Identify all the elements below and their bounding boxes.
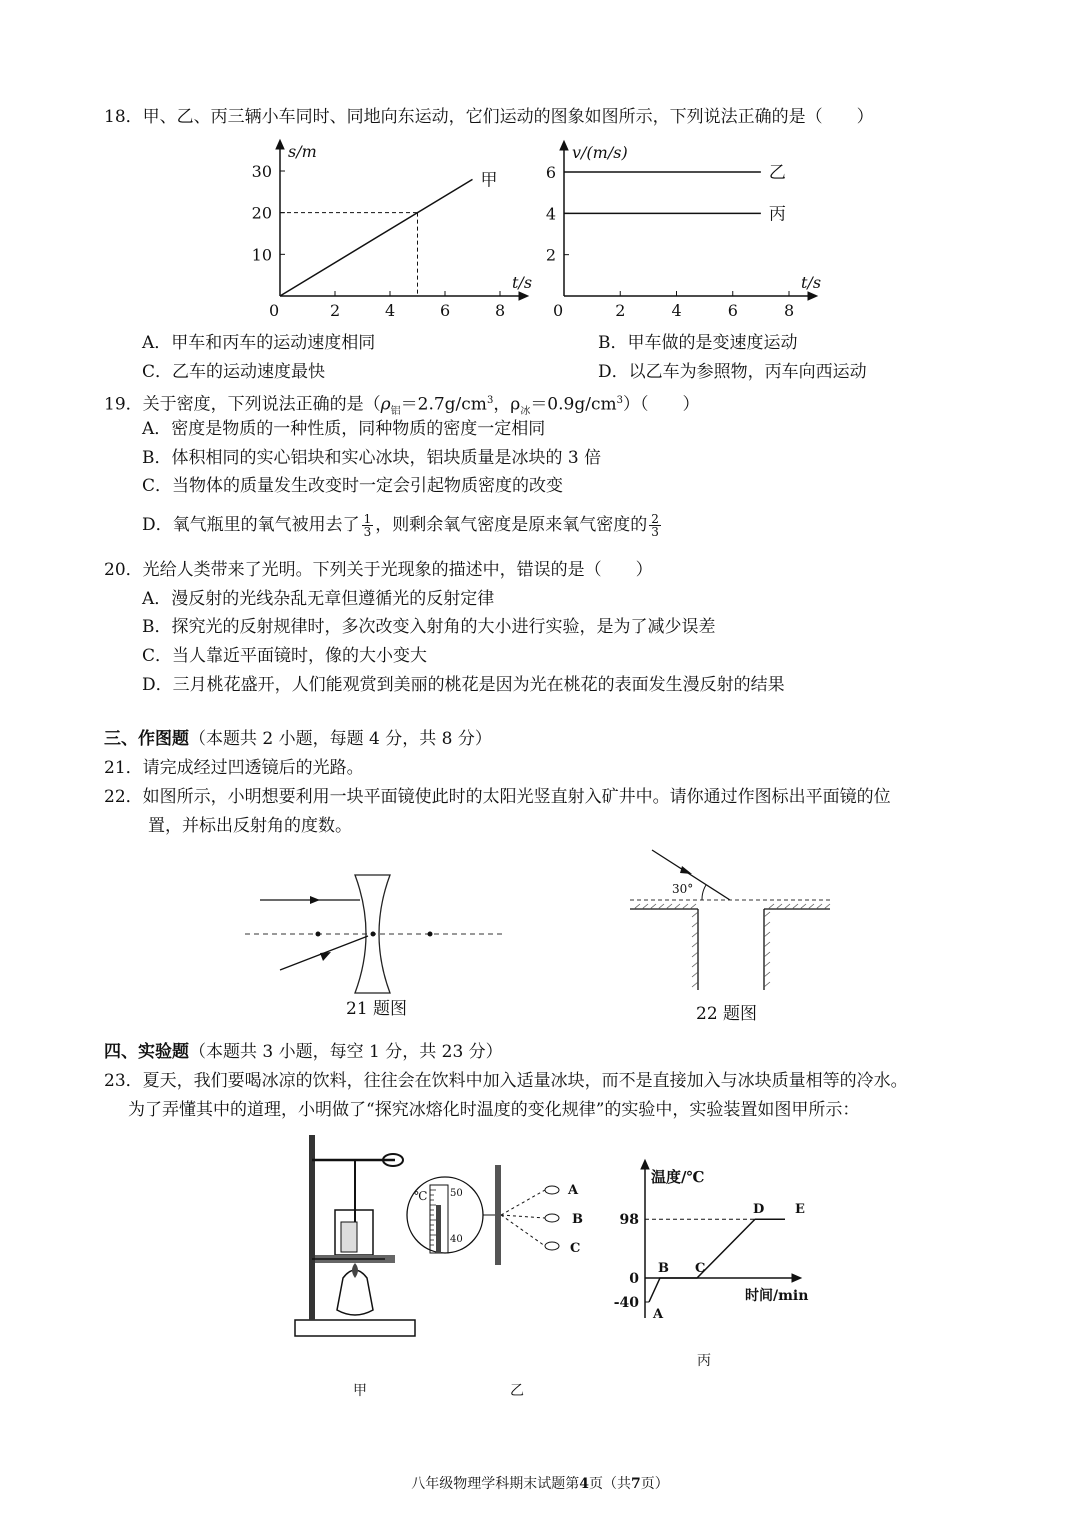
q18-option-c: C．乙车的运动速度最快 [142,362,326,382]
rho-ice-sub: 冰 [520,406,531,418]
y-axis-arrow [560,141,568,150]
frac2-den: 3 [651,525,659,539]
angle-label: 30° [672,882,694,896]
label-jia: 甲 [353,1383,367,1399]
hatching [634,904,830,987]
frac1-den: 3 [363,525,372,539]
sight-a [501,1190,545,1215]
series-label-1: 丙 [768,204,786,225]
figure-21-concave-lens [240,870,520,1010]
thermo-40: 40 [450,1234,463,1245]
footer-mid: 页（共 [589,1476,631,1492]
y-axis-label: s/m [288,142,317,161]
y-tick-label: 4 [545,204,556,224]
rho-ice-value: ＝0.9g/cm [530,394,617,415]
y-tick-label: 98 [619,1212,639,1229]
x-tick-label: 4 [671,301,682,320]
eye-a-icon [545,1186,559,1194]
q18-stem: 18．甲、乙、丙三辆小车同时、同地向东运动，它们运动的图象如图所示，下列说法正确的是（ ） [104,107,874,127]
eye-label-a: A [568,1183,579,1198]
figure-21-caption: 21 题图 [346,999,408,1019]
label-yi: 乙 [510,1383,524,1399]
q18-option-a: A．甲车和丙车的运动速度相同 [142,333,376,353]
eye-label-c: C [570,1241,581,1256]
q21-stem: 21．请完成经过凹透镜后的光路。 [104,758,364,778]
q20-option-c: C．当人靠近平面镜时，像的大小变大 [142,646,428,666]
angle-arc [702,885,706,900]
y-tick-label: 20 [251,203,272,223]
thermo-liquid [436,1205,441,1253]
q18-option-d: D．以乙车为参照物，丙车向西运动 [598,362,867,382]
base-plate [295,1320,415,1336]
section-4-heading [104,1041,503,1063]
y-tick-label: 0 [629,1271,639,1287]
eye-b-icon [545,1214,559,1222]
frac1-num: 1 [363,512,372,526]
rho-al: ρ [380,394,391,415]
thermo-50: 50 [450,1188,463,1199]
section-3-heading [104,728,492,750]
fraction-one-third [362,513,374,538]
ray-arrow-1 [310,896,320,904]
figure-22-caption: 22 题图 [696,1004,758,1024]
x-axis-label: t/s [801,273,822,292]
footer-page: 4 [579,1476,589,1492]
tube-side [495,1165,501,1265]
frac2-num: 2 [651,512,659,526]
q23-stem-line1: 23．夏天，我们要喝冰凉的饮料，往往会在饮料中加入适量冰块，而不是直接加入与冰块质量相等的冷水。 [104,1071,908,1091]
stand-rod [309,1135,315,1320]
rho-ice: ，ρ [493,394,521,415]
series-line-0 [280,179,473,296]
y-axis-arrow [276,140,284,149]
sun-ray-arrow [680,866,692,874]
footer-pre: 八年级物理学科期末试题第 [411,1476,580,1492]
rho-al-sub: 铝 [390,406,401,418]
section-4-note: （本题共 3 小题，每空 1 分，共 23 分） [189,1042,503,1062]
x-tick-label: 6 [440,301,451,320]
x-axis-arrow [808,292,817,300]
q19-option-b: B．体积相同的实心铝块和实心冰块，铝块质量是冰块的 3 倍 [142,448,602,468]
ray-arrow-2 [320,952,331,961]
y-tick-label: -40 [613,1295,639,1311]
rho-al-value: ＝2.7g/cm [400,394,487,415]
thermo-unit: ℃ [414,1189,428,1203]
figure-22-mine-shaft [620,845,840,995]
footer-total: 7 [631,1476,641,1492]
page-footer [0,1473,1080,1493]
section-4-title: 四、实验题 [104,1042,189,1062]
q19-d-pre: D．氧气瓶里的氧气被用去了 [142,515,360,535]
x-tick-label: 8 [495,301,506,320]
section-3-title: 三、作图题 [104,729,189,749]
chart-v-t [530,140,850,320]
chart-temperature-time [615,1158,815,1328]
x-tick-label: 8 [784,301,795,320]
q19-option-a: A．密度是物质的一种性质，同种物质的密度一定相同 [142,419,546,439]
focus-right [428,932,433,937]
eye-c-icon [545,1242,559,1250]
series-label-0: 甲 [480,170,498,191]
q18-option-b: B．甲车做的是变速度运动 [598,333,798,353]
x-tick-label: 4 [385,301,396,320]
cube-1: 3 [486,395,494,406]
y-axis-arrow [641,1160,649,1169]
point-label-E: E [795,1202,805,1218]
q19-stem-pre: 19．关于密度，下列说法正确的是（ [104,394,381,415]
point-label-C: C [695,1261,706,1276]
sight-c [501,1215,545,1246]
x-tick-label: 0 [553,301,564,320]
x-tick-label: 6 [727,301,738,320]
fraction-two-thirds [649,513,661,538]
test-tube [341,1222,357,1252]
point-label-D: D [753,1202,765,1218]
q20-option-d: D．三月桃花盛开，人们能观赏到美丽的桃花是因为光在桃花的表面发生漫反射的结果 [142,675,785,695]
series-label-0: 乙 [768,163,786,183]
focus-left [316,932,321,937]
q20-option-b: B．探究光的反射规律时，多次改变入射角的大小进行实验，是为了减少误差 [142,617,716,637]
x-axis-arrow [519,292,528,300]
x-tick-label: 2 [330,301,341,320]
chart-s-t [230,140,533,320]
flame [352,1263,358,1278]
y-tick-label: 10 [251,245,272,265]
footer-post: 页） [640,1476,669,1492]
cube-2: 3 [616,395,623,406]
y-tick-label: 6 [545,163,556,182]
q19-option-c: C．当物体的质量发生改变时一定会引起物质密度的改变 [142,476,564,496]
point-label-B: B [658,1261,669,1276]
label-bing: 丙 [697,1353,711,1369]
x-axis-label: t/s [512,273,533,292]
q19-option-d [142,513,663,538]
y-tick-label: 30 [251,162,272,181]
y-axis-label: 温度/℃ [651,1168,705,1186]
x-tick-label: 0 [269,301,280,320]
y-tick-label: 2 [545,245,556,265]
q22-stem-line2: 置，并标出反射角的度数。 [148,816,352,836]
sight-b [501,1215,545,1218]
eye-label-b: B [572,1212,583,1227]
q20-option-a: A．漫反射的光线杂乱无章但遵循光的反射定律 [142,589,495,609]
q19-d-mid: ，则剩余氧气密度是原来氧气密度的 [375,515,648,535]
optical-center [371,932,376,937]
q20-stem: 20．光给人类带来了光明。下列关于光现象的描述中，错误的是（ ） [104,560,653,580]
section-3-note: （本题共 2 小题，每题 4 分，共 8 分） [189,729,492,749]
point-label-A: A [653,1307,664,1322]
thermo-ticks [430,1190,436,1245]
x-axis-arrow [792,1274,801,1282]
q19-stem-post: ）（ ） [622,394,700,415]
q22-stem-line1: 22．如图所示，小明想要利用一块平面镜使此时的太阳光竖直射入矿井中。请你通过作图标出平面镜的位 [104,787,891,807]
y-axis-label: v/(m/s) [572,143,628,162]
q23-stem-line2: 为了弄懂其中的道理，小明做了“探究冰熔化时温度的变化规律”的实验中，实验装置如图甲所示： [128,1100,860,1120]
x-tick-label: 2 [615,301,626,320]
figure-23-thermometer-reading [400,1160,600,1270]
x-axis-label: 时间/min [745,1288,809,1304]
